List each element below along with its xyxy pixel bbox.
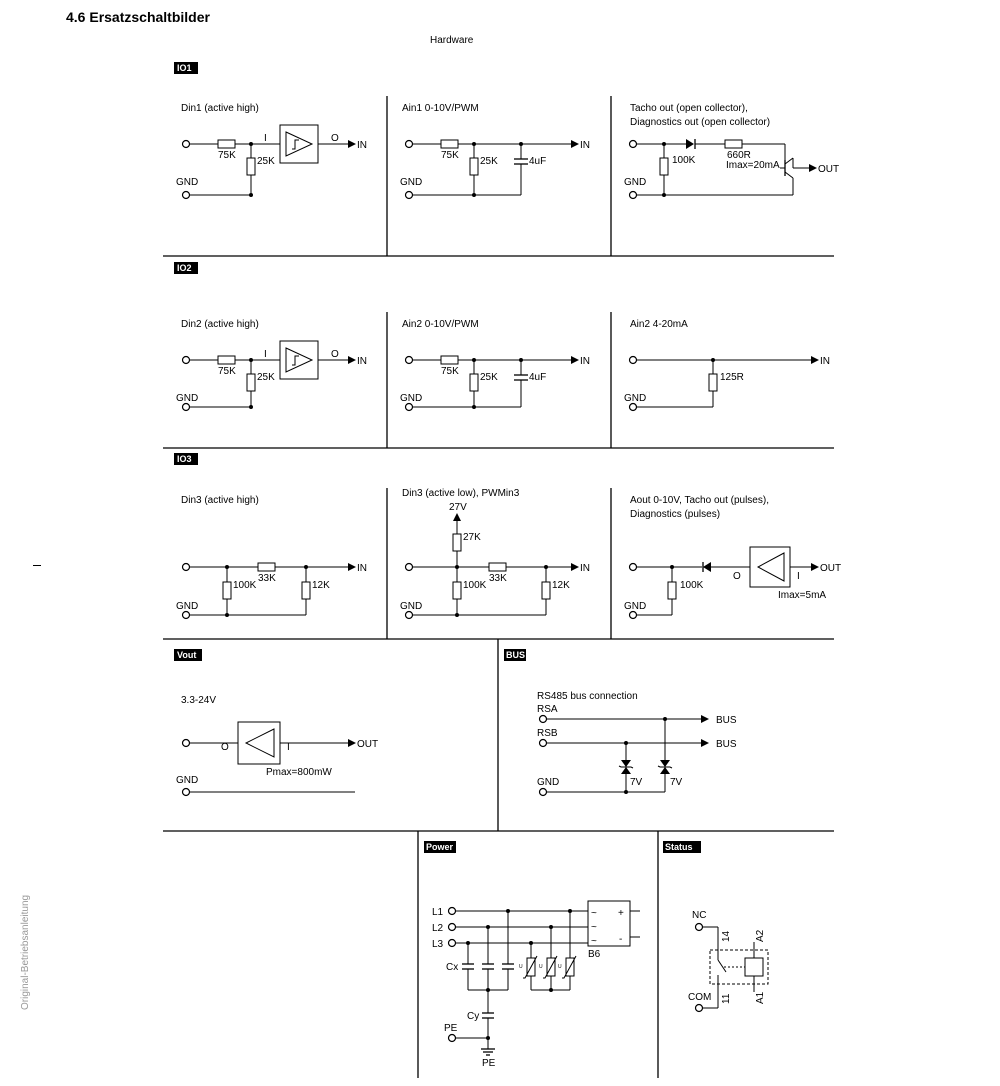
ain2-current-circuit	[624, 319, 830, 411]
status-relay-circuit	[688, 910, 768, 1012]
ain1-circuit	[400, 103, 590, 199]
svg-text:IN: IN	[580, 140, 590, 151]
svg-text:U: U	[558, 964, 562, 970]
svg-text:Imax=5mA: Imax=5mA	[778, 590, 827, 601]
svg-text:L2: L2	[432, 923, 444, 934]
svg-text:4uF: 4uF	[529, 156, 547, 167]
svg-text:Ain2 4-20mA: Ain2 4-20mA	[630, 319, 688, 330]
svg-text:25K: 25K	[257, 156, 275, 167]
din3-circuit	[176, 495, 367, 619]
svg-text:75K: 75K	[218, 150, 236, 161]
svg-text:~: ~	[591, 936, 597, 947]
svg-text:25K: 25K	[480, 372, 498, 383]
aout-circuit	[624, 495, 841, 619]
section-tag-io3	[174, 453, 198, 465]
svg-text:Diagnostics (pulses): Diagnostics (pulses)	[630, 509, 721, 520]
svg-text:GND: GND	[176, 601, 199, 612]
svg-text:GND: GND	[400, 393, 423, 404]
svg-text:660R: 660R	[727, 150, 751, 161]
svg-text:100K: 100K	[680, 580, 704, 591]
svg-text:PE: PE	[444, 1023, 458, 1034]
svg-text:I: I	[797, 571, 800, 582]
svg-text:Vout: Vout	[177, 650, 197, 660]
din1-circuit	[176, 103, 367, 199]
ain2-voltage-circuit	[400, 319, 590, 411]
svg-text:IN: IN	[357, 140, 367, 151]
svg-text:25K: 25K	[480, 156, 498, 167]
svg-text:I: I	[264, 349, 267, 360]
svg-text:7V: 7V	[630, 777, 643, 788]
svg-text:Pmax=800mW: Pmax=800mW	[266, 767, 332, 778]
svg-text:O: O	[733, 571, 741, 582]
svg-text:RSA: RSA	[537, 704, 558, 715]
svg-text:100K: 100K	[233, 580, 257, 591]
page-subheading: Hardware	[430, 35, 474, 46]
svg-text:75K: 75K	[441, 366, 459, 377]
svg-text:100K: 100K	[672, 155, 696, 166]
page-heading: 4.6 Ersatzschaltbilder	[66, 9, 210, 25]
svg-text:BUS: BUS	[716, 739, 737, 750]
svg-text:O: O	[331, 133, 339, 144]
svg-text:GND: GND	[624, 393, 647, 404]
svg-text:Din3 (active low), PWMin3: Din3 (active low), PWMin3	[402, 488, 520, 499]
svg-text:O: O	[221, 742, 229, 753]
svg-text:75K: 75K	[441, 150, 459, 161]
svg-text:Tacho out (open collector),: Tacho out (open collector),	[630, 103, 748, 114]
svg-text:27K: 27K	[463, 532, 481, 543]
svg-text:IN: IN	[580, 563, 590, 574]
svg-text:~: ~	[591, 908, 597, 919]
svg-text:Status: Status	[665, 842, 693, 852]
svg-text:B6: B6	[588, 949, 601, 960]
svg-text:100K: 100K	[463, 580, 487, 591]
svg-text:OUT: OUT	[818, 164, 840, 175]
svg-text:125R: 125R	[720, 372, 744, 383]
svg-text:4uF: 4uF	[529, 372, 547, 383]
svg-text:L3: L3	[432, 939, 444, 950]
side-note: Original-Betriebsanleitung	[20, 894, 31, 1010]
svg-text:-: -	[619, 934, 623, 945]
bus-circuit	[537, 691, 737, 796]
svg-text:Imax=20mA: Imax=20mA	[726, 160, 780, 171]
svg-text:IO2: IO2	[177, 263, 192, 273]
svg-text:7V: 7V	[670, 777, 683, 788]
svg-text:PE: PE	[482, 1058, 496, 1069]
svg-text:12K: 12K	[312, 580, 330, 591]
svg-text:Din2 (active high): Din2 (active high)	[181, 319, 259, 330]
svg-text:GND: GND	[624, 177, 647, 188]
section-tag-bus	[504, 649, 526, 661]
svg-text:GND: GND	[176, 775, 199, 786]
svg-text:L1: L1	[432, 907, 444, 918]
svg-text:IO1: IO1	[177, 63, 192, 73]
svg-text:NC: NC	[692, 910, 707, 921]
svg-text:COM: COM	[688, 992, 712, 1003]
svg-text:12K: 12K	[552, 580, 570, 591]
svg-text:Diagnostics out (open collecto: Diagnostics out (open collector)	[630, 117, 771, 128]
svg-text:U: U	[519, 964, 523, 970]
svg-text:A2: A2	[755, 929, 766, 942]
din1-resistor-25k	[247, 158, 255, 175]
svg-text:O: O	[331, 349, 339, 360]
section-tag-power	[424, 841, 456, 853]
svg-text:33K: 33K	[258, 573, 276, 584]
svg-text:25K: 25K	[257, 372, 275, 383]
svg-text:BUS: BUS	[506, 650, 526, 660]
svg-text:GND: GND	[176, 177, 199, 188]
grid-lines	[163, 96, 834, 1078]
svg-text:11: 11	[721, 993, 732, 1004]
svg-text:I: I	[264, 133, 267, 144]
ain1-title: Ain1 0-10V/PWM	[402, 103, 479, 114]
svg-text:75K: 75K	[218, 366, 236, 377]
svg-text:A1: A1	[755, 991, 766, 1004]
din2-circuit	[176, 319, 367, 411]
tacho-circuit	[624, 103, 839, 199]
svg-text:+: +	[618, 908, 624, 919]
svg-text:Din3 (active high): Din3 (active high)	[181, 495, 259, 506]
svg-text:GND: GND	[176, 393, 199, 404]
din1-gnd-terminal	[183, 192, 190, 199]
svg-text:IN: IN	[357, 563, 367, 574]
din1-resistor-75k	[218, 140, 235, 148]
svg-text:GND: GND	[624, 601, 647, 612]
svg-text:I: I	[287, 742, 290, 753]
svg-text:IN: IN	[357, 356, 367, 367]
svg-text:RS485 bus connection: RS485 bus connection	[537, 691, 638, 702]
svg-text:GND: GND	[537, 777, 560, 788]
svg-text:Aout 0-10V, Tacho out (pulses): Aout 0-10V, Tacho out (pulses),	[630, 495, 769, 506]
svg-text:GND: GND	[400, 601, 423, 612]
svg-text:Power: Power	[426, 842, 454, 852]
svg-text:U: U	[539, 964, 543, 970]
section-tag-vout	[174, 649, 202, 661]
svg-text:~: ~	[591, 922, 597, 933]
svg-text:27V: 27V	[449, 502, 467, 513]
din1-title: Din1 (active high)	[181, 103, 259, 114]
svg-text:OUT: OUT	[820, 563, 842, 574]
power-circuit	[432, 901, 640, 1069]
svg-text:OUT: OUT	[357, 739, 379, 750]
svg-text:3.3-24V: 3.3-24V	[181, 695, 217, 706]
svg-text:IO3: IO3	[177, 454, 192, 464]
section-tag-status	[663, 841, 701, 853]
svg-text:IN: IN	[580, 356, 590, 367]
svg-text:IN: IN	[820, 356, 830, 367]
svg-text:GND: GND	[400, 177, 423, 188]
section-tag-io2	[174, 262, 198, 274]
svg-text:Cx: Cx	[446, 962, 459, 973]
svg-text:33K: 33K	[489, 573, 507, 584]
section-tag-io1	[174, 62, 198, 74]
svg-text:RSB: RSB	[537, 728, 558, 739]
din3-low-circuit	[400, 488, 590, 619]
din1-input-terminal	[183, 141, 190, 148]
svg-text:Ain2 0-10V/PWM: Ain2 0-10V/PWM	[402, 319, 479, 330]
svg-text:14: 14	[721, 930, 732, 942]
svg-text:BUS: BUS	[716, 715, 737, 726]
vout-circuit	[176, 695, 378, 796]
svg-text:Cy: Cy	[467, 1011, 480, 1022]
